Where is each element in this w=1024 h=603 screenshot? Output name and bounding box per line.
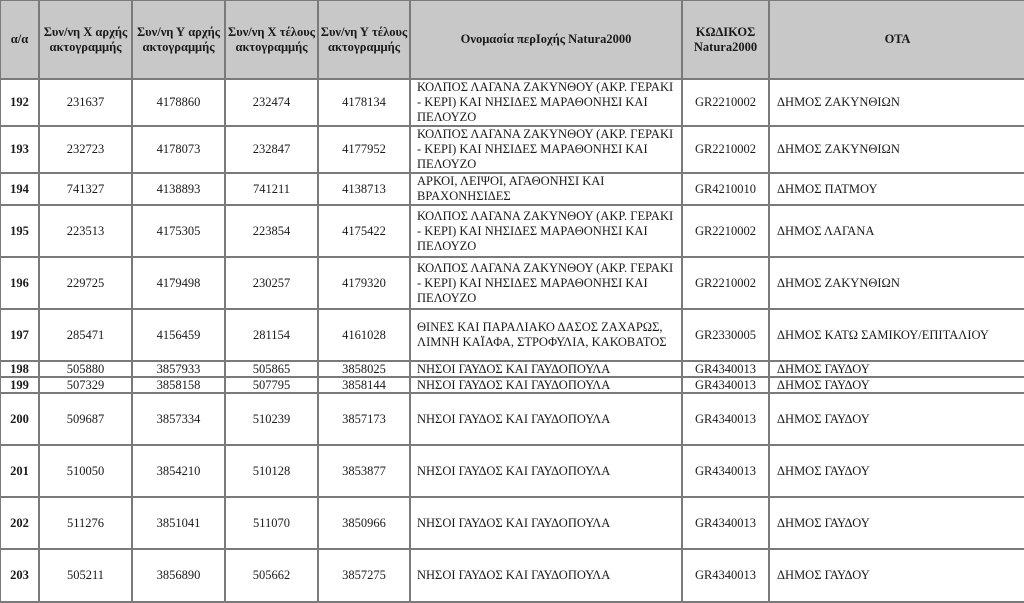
cell-natura-code: GR2210002 bbox=[682, 126, 769, 173]
table-row bbox=[0, 377, 1024, 393]
cell-y-start: 4178073 bbox=[132, 126, 225, 173]
table-row bbox=[0, 309, 1024, 361]
header-natura-code: ΚΩΔΙΚΟΣ Natura2000 bbox=[682, 0, 769, 79]
cell-x-start: 507329 bbox=[39, 377, 132, 393]
cell-y-end: 3858025 bbox=[318, 361, 410, 377]
cell-x-end: 505662 bbox=[225, 549, 318, 602]
cell-area-name: ΚΟΛΠΟΣ ΛΑΓΑΝΑ ΖΑΚΥΝΘΟΥ (ΑΚΡ. ΓΕΡΑΚΙ - ΚΕΡΙ) ΚΑΙ ΝΗΣΙΔΕΣ ΜΑΡΑΘΟΝΗΣΙ ΚΑΙ ΠΕΛΟΥΖΟ bbox=[410, 205, 682, 257]
table-row bbox=[0, 549, 1024, 602]
cell-aa: 192 bbox=[0, 79, 39, 126]
cell-area-name: ΝΗΣΟΙ ΓΑΥΔΟΣ ΚΑΙ ΓΑΥΔΟΠΟΥΛΑ bbox=[410, 549, 682, 602]
cell-area-name: ΚΟΛΠΟΣ ΛΑΓΑΝΑ ΖΑΚΥΝΘΟΥ (ΑΚΡ. ΓΕΡΑΚΙ - ΚΕΡΙ) ΚΑΙ ΝΗΣΙΔΕΣ ΜΑΡΑΘΟΝΗΣΙ ΚΑΙ ΠΕΛΟΥΖΟ bbox=[410, 79, 682, 126]
cell-y-end: 3858144 bbox=[318, 377, 410, 393]
cell-y-start: 3857933 bbox=[132, 361, 225, 377]
table-row bbox=[0, 445, 1024, 497]
cell-x-end: 741211 bbox=[225, 173, 318, 205]
cell-aa: 197 bbox=[0, 309, 39, 361]
table-row bbox=[0, 497, 1024, 549]
cell-y-start: 4156459 bbox=[132, 309, 225, 361]
cell-y-end: 3853877 bbox=[318, 445, 410, 497]
cell-y-end: 3850966 bbox=[318, 497, 410, 549]
cell-natura-code: GR4340013 bbox=[682, 497, 769, 549]
cell-y-end: 4179320 bbox=[318, 257, 410, 309]
cell-ota: ΔΗΜΟΣ ΖΑΚΥΝΘΙΩΝ bbox=[769, 257, 1024, 309]
cell-natura-code: GR4340013 bbox=[682, 361, 769, 377]
table-row bbox=[0, 361, 1024, 377]
cell-area-name: ΝΗΣΟΙ ΓΑΥΔΟΣ ΚΑΙ ΓΑΥΔΟΠΟΥΛΑ bbox=[410, 393, 682, 445]
cell-ota: ΔΗΜΟΣ ΓΑΥΔΟΥ bbox=[769, 497, 1024, 549]
cell-x-end: 507795 bbox=[225, 377, 318, 393]
cell-y-end: 4161028 bbox=[318, 309, 410, 361]
table-row bbox=[0, 126, 1024, 173]
cell-aa: 203 bbox=[0, 549, 39, 602]
cell-ota: ΔΗΜΟΣ ΓΑΥΔΟΥ bbox=[769, 393, 1024, 445]
cell-ota: ΔΗΜΟΣ ΚΑΤΩ ΣΑΜΙΚΟΥ/ΕΠΙΤΑΛΙΟΥ bbox=[769, 309, 1024, 361]
cell-natura-code: GR4340013 bbox=[682, 377, 769, 393]
header-y-start: Συν/νη Υ αρχής ακτογραμμής bbox=[132, 0, 225, 79]
cell-x-end: 511070 bbox=[225, 497, 318, 549]
cell-ota: ΔΗΜΟΣ ΓΑΥΔΟΥ bbox=[769, 549, 1024, 602]
cell-area-name: ΝΗΣΟΙ ΓΑΥΔΟΣ ΚΑΙ ΓΑΥΔΟΠΟΥΛΑ bbox=[410, 361, 682, 377]
cell-aa: 195 bbox=[0, 205, 39, 257]
cell-x-end: 230257 bbox=[225, 257, 318, 309]
cell-y-end: 4175422 bbox=[318, 205, 410, 257]
table-row bbox=[0, 205, 1024, 257]
cell-natura-code: GR2210002 bbox=[682, 257, 769, 309]
cell-y-end: 4178134 bbox=[318, 79, 410, 126]
header-y-end: Συν/νη Υ τέλους ακτογραμμής bbox=[318, 0, 410, 79]
cell-x-start: 223513 bbox=[39, 205, 132, 257]
cell-aa: 202 bbox=[0, 497, 39, 549]
table-row bbox=[0, 257, 1024, 309]
cell-y-start: 4138893 bbox=[132, 173, 225, 205]
cell-aa: 200 bbox=[0, 393, 39, 445]
cell-x-end: 232847 bbox=[225, 126, 318, 173]
cell-x-start: 231637 bbox=[39, 79, 132, 126]
cell-x-end: 223854 bbox=[225, 205, 318, 257]
cell-natura-code: GR2330005 bbox=[682, 309, 769, 361]
table-row bbox=[0, 173, 1024, 205]
header-x-end: Συν/νη Χ τέλους ακτογραμμής bbox=[225, 0, 318, 79]
cell-x-start: 511276 bbox=[39, 497, 132, 549]
cell-natura-code: GR4340013 bbox=[682, 549, 769, 602]
cell-area-name: ΝΗΣΟΙ ΓΑΥΔΟΣ ΚΑΙ ΓΑΥΔΟΠΟΥΛΑ bbox=[410, 497, 682, 549]
cell-x-end: 232474 bbox=[225, 79, 318, 126]
cell-aa: 201 bbox=[0, 445, 39, 497]
cell-y-start: 4179498 bbox=[132, 257, 225, 309]
cell-x-start: 510050 bbox=[39, 445, 132, 497]
header-row bbox=[0, 0, 1024, 79]
header-ota: ΟΤΑ bbox=[769, 0, 1024, 79]
cell-aa: 198 bbox=[0, 361, 39, 377]
cell-x-start: 509687 bbox=[39, 393, 132, 445]
cell-y-end: 3857275 bbox=[318, 549, 410, 602]
table-row bbox=[0, 393, 1024, 445]
cell-x-start: 505211 bbox=[39, 549, 132, 602]
cell-aa: 193 bbox=[0, 126, 39, 173]
cell-area-name: ΑΡΚΟΙ, ΛΕΙΨΟΙ, ΑΓΑΘΟΝΗΣΙ ΚΑΙ ΒΡΑΧΟΝΗΣΙΔΕΣ bbox=[410, 173, 682, 205]
cell-y-start: 3856890 bbox=[132, 549, 225, 602]
cell-ota: ΔΗΜΟΣ ΠΑΤΜΟΥ bbox=[769, 173, 1024, 205]
cell-area-name: ΚΟΛΠΟΣ ΛΑΓΑΝΑ ΖΑΚΥΝΘΟΥ (ΑΚΡ. ΓΕΡΑΚΙ - ΚΕΡΙ) ΚΑΙ ΝΗΣΙΔΕΣ ΜΑΡΑΘΟΝΗΣΙ ΚΑΙ ΠΕΛΟΥΖΟ bbox=[410, 126, 682, 173]
cell-x-start: 232723 bbox=[39, 126, 132, 173]
cell-y-start: 3851041 bbox=[132, 497, 225, 549]
cell-area-name: ΚΟΛΠΟΣ ΛΑΓΑΝΑ ΖΑΚΥΝΘΟΥ (ΑΚΡ. ΓΕΡΑΚΙ - ΚΕΡΙ) ΚΑΙ ΝΗΣΙΔΕΣ ΜΑΡΑΘΟΝΗΣΙ ΚΑΙ ΠΕΛΟΥΖΟ bbox=[410, 257, 682, 309]
cell-natura-code: GR4210010 bbox=[682, 173, 769, 205]
cell-x-start: 285471 bbox=[39, 309, 132, 361]
cell-y-start: 3858158 bbox=[132, 377, 225, 393]
cell-x-end: 510128 bbox=[225, 445, 318, 497]
cell-y-start: 3854210 bbox=[132, 445, 225, 497]
cell-y-end: 4138713 bbox=[318, 173, 410, 205]
cell-natura-code: GR2210002 bbox=[682, 205, 769, 257]
cell-aa: 196 bbox=[0, 257, 39, 309]
cell-ota: ΔΗΜΟΣ ΓΑΥΔΟΥ bbox=[769, 445, 1024, 497]
cell-x-start: 505880 bbox=[39, 361, 132, 377]
cell-x-end: 510239 bbox=[225, 393, 318, 445]
cell-y-start: 3857334 bbox=[132, 393, 225, 445]
cell-x-start: 229725 bbox=[39, 257, 132, 309]
cell-natura-code: GR4340013 bbox=[682, 393, 769, 445]
cell-aa: 199 bbox=[0, 377, 39, 393]
cell-ota: ΔΗΜΟΣ ΛΑΓΑΝΑ bbox=[769, 205, 1024, 257]
cell-x-start: 741327 bbox=[39, 173, 132, 205]
cell-y-start: 4178860 bbox=[132, 79, 225, 126]
header-area-name: Ονομασία περΙοχής Natura2000 bbox=[410, 0, 682, 79]
cell-ota: ΔΗΜΟΣ ΓΑΥΔΟΥ bbox=[769, 377, 1024, 393]
table-row bbox=[0, 79, 1024, 126]
cell-y-start: 4175305 bbox=[132, 205, 225, 257]
cell-y-end: 3857173 bbox=[318, 393, 410, 445]
cell-area-name: ΝΗΣΟΙ ΓΑΥΔΟΣ ΚΑΙ ΓΑΥΔΟΠΟΥΛΑ bbox=[410, 377, 682, 393]
cell-y-end: 4177952 bbox=[318, 126, 410, 173]
cell-x-end: 505865 bbox=[225, 361, 318, 377]
header-aa: α/α bbox=[0, 0, 39, 79]
cell-natura-code: GR2210002 bbox=[682, 79, 769, 126]
cell-ota: ΔΗΜΟΣ ΖΑΚΥΝΘΙΩΝ bbox=[769, 126, 1024, 173]
cell-aa: 194 bbox=[0, 173, 39, 205]
cell-ota: ΔΗΜΟΣ ΓΑΥΔΟΥ bbox=[769, 361, 1024, 377]
cell-natura-code: GR4340013 bbox=[682, 445, 769, 497]
cell-ota: ΔΗΜΟΣ ΖΑΚΥΝΘΙΩΝ bbox=[769, 79, 1024, 126]
header-x-start: Συν/νη Χ αρχής ακτογραμμής bbox=[39, 0, 132, 79]
cell-area-name: ΝΗΣΟΙ ΓΑΥΔΟΣ ΚΑΙ ΓΑΥΔΟΠΟΥΛΑ bbox=[410, 445, 682, 497]
cell-x-end: 281154 bbox=[225, 309, 318, 361]
cell-area-name: ΘΙΝΕΣ ΚΑΙ ΠΑΡΑΛΙΑΚΟ ΔΑΣΟΣ ΖΑΧΑΡΩΣ, ΛΙΜΝΗ ΚΑΪΑΦΑ, ΣΤΡΟΦΥΛΙΑ, ΚΑΚΟΒΑΤΟΣ bbox=[410, 309, 682, 361]
